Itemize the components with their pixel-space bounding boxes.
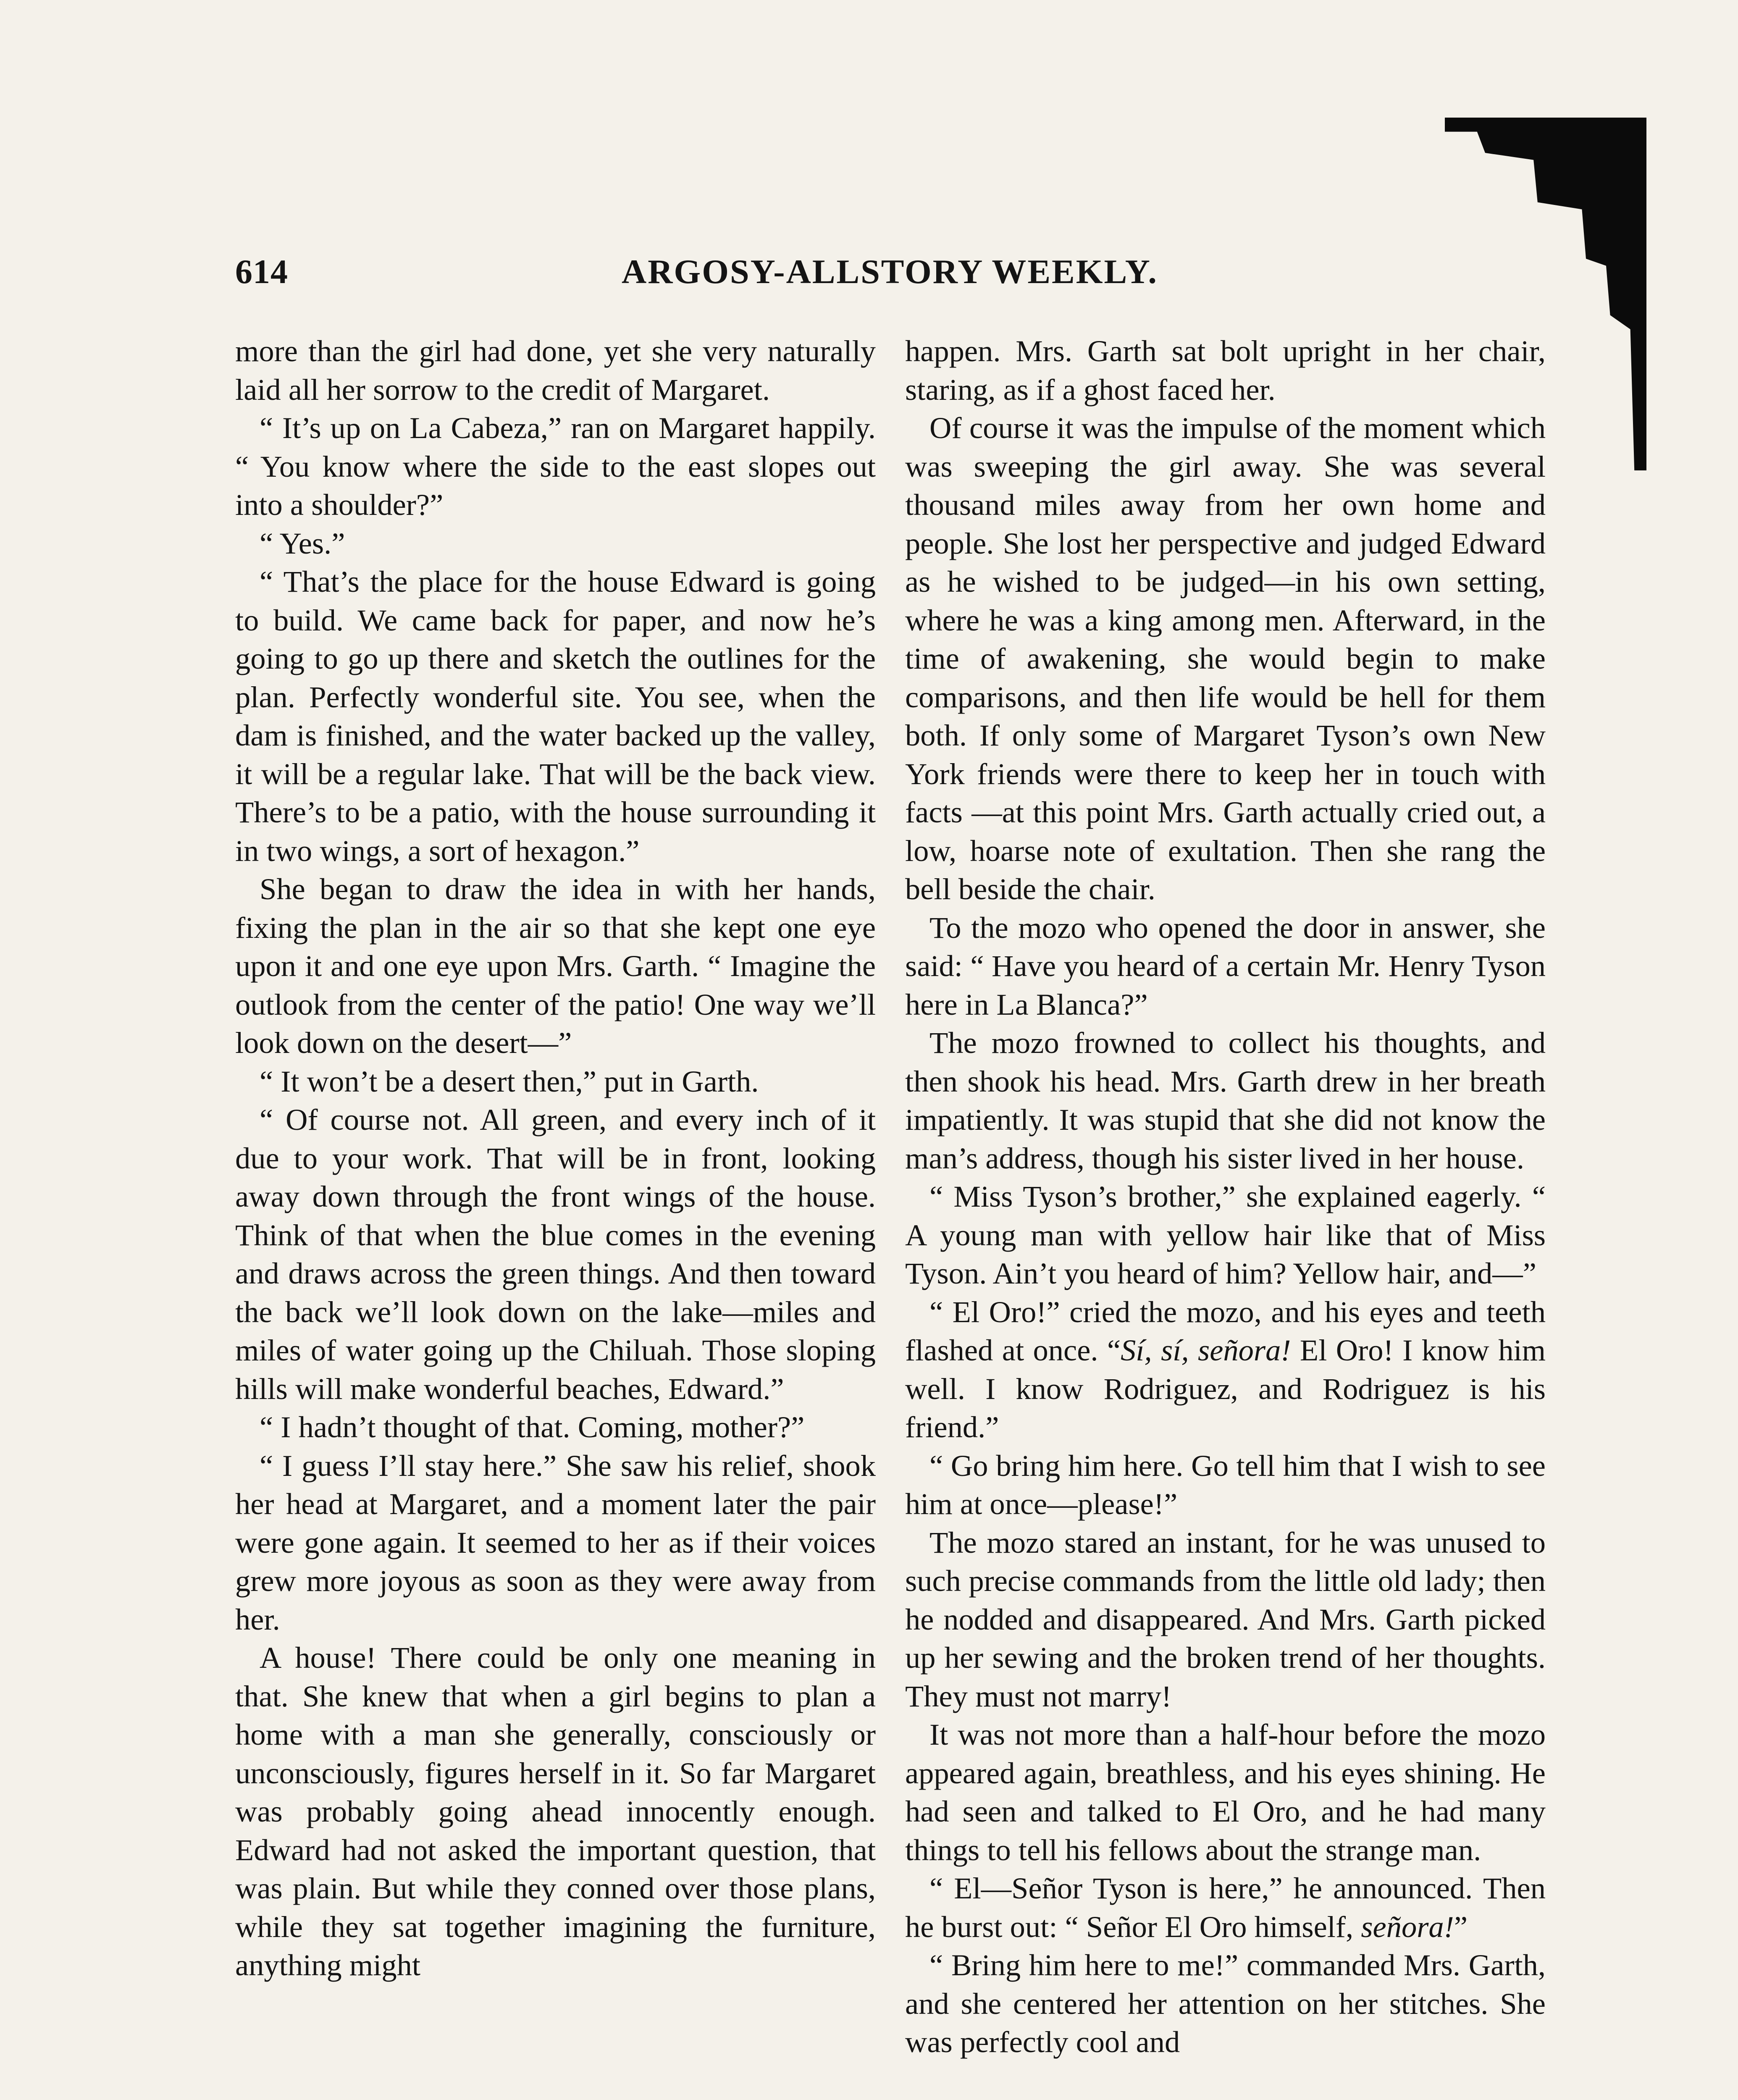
paragraph: The mozo stared an instant, for he was unused to such precise commands from the little old lady; then he nodded and disappeared. And Mrs. Garth picked up her sewing and the broken trend of her thoughts. They must not marry! [905,1525,1546,1713]
paragraph [905,1869,1546,1946]
left-column [235,332,876,1984]
paragraph: “ Of course not. All green, and every inch of it due to your work. That will be in front, looking away down through the front wings of the house. Think of that when the blue comes in the evening and draws across the green things. And then toward the back we’ll look down on the lake—miles and miles of water going up the Chiluah. Those sloping hills will make wonderful beaches, Edward.” [235,1102,876,1406]
paragraph: “ I guess I’ll stay here.” She saw his relief, shook her head at Margaret, and a moment later the pair were gone again. It seemed to her as if their voices grew more joyous as soon as they were away from her. [235,1448,876,1636]
spanish-phrase: señora! [1361,1909,1454,1944]
paragraph: “ Bring him here to me!” commanded Mrs. Garth, and she centered her attention on her stitches. She was perfectly cool and [905,1948,1546,2059]
paragraph: A house! There could be only one meaning in that. She knew that when a girl begins to plan a home with a man she generally, consciously or unconsciously, figures herself in it. So far Margaret was probably going ahead innocently enough. Edward had not asked the important question, that was plain. But while they conned over those plans, while they sat together imagining the furniture, anything might [235,1641,876,1982]
paragraph: “ It’s up on La Cabeza,” ran on Margaret happily. “ You know where the side to the east slopes out into a shoulder?” [235,411,876,522]
paragraph: happen. Mrs. Garth sat bolt upright in her chair, staring, as if a ghost faced her. [905,334,1546,407]
spanish-phrase: Sí, sí, señora! [1121,1333,1291,1367]
paragraph: It was not more than a half-hour before the mozo appeared again, breathless, and his eyes shining. He had seen and talked to El Oro, and he had many things to tell his fellows about the strange man. [905,1717,1546,1867]
paragraph-text: “ El Oro!” cried the mozo, and his eyes and teeth flashed at once. “ [905,1294,1546,1367]
paragraph: “ It won’t be a desert then,” put in Garth. [260,1064,759,1098]
running-head: ARGOSY-ALLSTORY WEEKLY. [622,252,1158,291]
paragraph: To the mozo who opened the door in answer, she said: “ Have you heard of a certain Mr. Henry Tyson here in La Blanca?” [905,910,1546,1021]
page-header [235,252,1579,307]
paragraph-text: El Oro! I know him well. I know Rodriguez, and Rodriguez is his friend.” [905,1333,1546,1444]
paragraph [905,1293,1546,1446]
page-number: 614 [235,252,288,291]
right-column [905,332,1546,2061]
paragraph: “ That’s the place for the house Edward is going to build. We came back for paper, and now he’s going to go up there and sketch the outlines for the plan. Perfectly wonderful site. You see, when the dam is finished, and the water backed up the valley, it will be a regular lake. That will be the back view. There’s to be a patio, with the house surrounding it in two wings, a sort of hexagon.” [235,564,876,868]
paragraph: The mozo frowned to collect his thoughts, and then shook his head. Mrs. Garth drew in her breath impatiently. It was stupid that she did not know the man’s address, though his sister lived in her house. [905,1026,1546,1175]
paragraph: more than the girl had done, yet she very naturally laid all her sorrow to the credit of Margaret. [235,334,876,407]
paragraph: “ Go bring him here. Go tell him that I wish to see him at once—please!” [905,1448,1546,1521]
paragraph: “ Yes.” [260,526,345,560]
paragraph: “ Miss Tyson’s brother,” she explained eagerly. “ A young man with yellow hair like that of Miss Tyson. Ain’t you heard of him? Yellow hair, and—” [905,1179,1546,1290]
paragraph: “ I hadn’t thought of that. Coming, mother?” [260,1410,805,1444]
paragraph-text: ” [1454,1909,1468,1944]
paragraph: She began to draw the idea in with her hands, fixing the plan in the air so that she kept one eye upon it and one eye upon Mrs. Garth. “ Imagine the outlook from the center of the patio! One way we’ll look down on the desert—” [235,872,876,1060]
paragraph-text: “ El—Señor Tyson is here,” he announced. Then he burst out: “ Señor El Oro himself, [905,1871,1546,1944]
paragraph: Of course it was the impulse of the moment which was sweeping the girl away. She was several thousand miles away from her own home and people. She lost her perspective and judged Edward as he wished to be judged—in his own setting, where he was a king among men. Afterward, in the time of awakening, she would begin to make comparisons, and then life would be hell for them both. If only some of Margaret Tyson’s own New York friends were there to keep her in touch with facts —at this point Mrs. Garth actually cried out, a low, hoarse note of exultation. Then she rang the bell beside the chair. [905,411,1546,906]
